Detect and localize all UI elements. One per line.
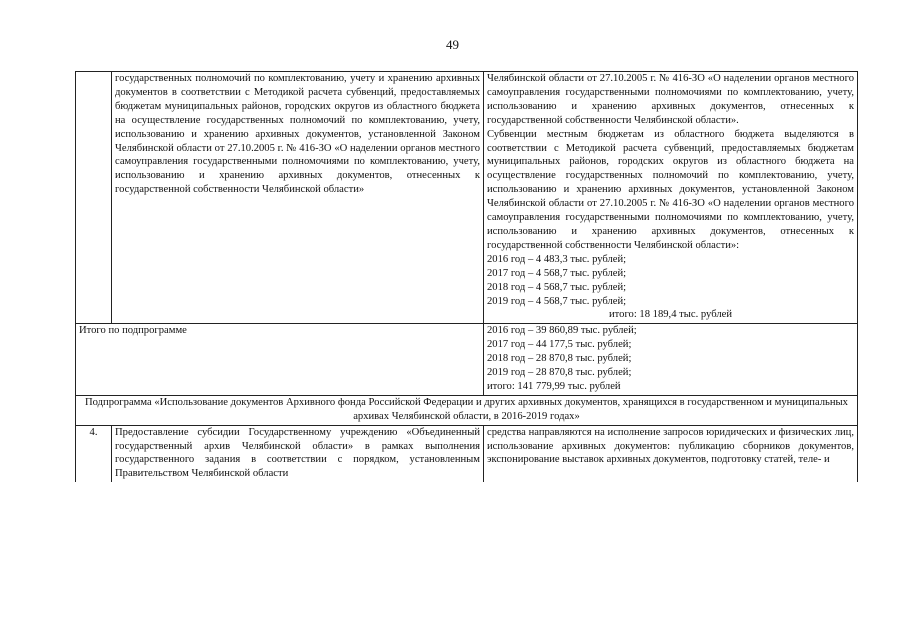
amount-line: 2018 год – 28 870,8 тыс. рублей; <box>487 353 632 365</box>
subtotal-amounts <box>484 324 858 396</box>
justification-paragraph: Субвенции местным бюджетам из областного бюджета выделяются в соответствии с Методикой расчета субвенций, предоставляемых бюджетам муниципальных районов, городских округов из областного бюджета на осуществление государственных полномочий по комплектованию, учету, использованию и хранению архивных документов, установленной Законом Челябинской области от 27.10.2005 г. № 416-ЗО «О наделении органов местного самоуправления государственными полномочиями по комплектованию, учету, использованию и хранению архивных документов, отнесенных к государственной собственности Челябинской области»: <box>487 128 854 251</box>
amount-line: 2018 год – 4 568,7 тыс. рублей; <box>487 281 627 293</box>
amount-total: итого: 141 779,99 тыс. рублей <box>487 380 621 392</box>
amount-total: итого: 18 189,4 тыс. рублей <box>609 309 732 321</box>
table-row <box>76 324 858 396</box>
table-row <box>76 425 858 482</box>
measure-justification <box>484 72 858 324</box>
subtotal-label: Итого по подпрограмме <box>76 324 484 396</box>
measure-description: Предоставление субсидии Государственному учреждению «Объединенный государственный архив Челябинской области» в рамках выполнения государственного задания в соответствии с порядком, установленным Правительством Челябинской области <box>112 425 484 482</box>
justification-paragraph: Челябинской области от 27.10.2005 г. № 416-ЗО «О наделении органов местного самоуправления государственными полномочиями по комплектованию, учету, использованию и хранению архивных документов, отнесенных к государственной собственности Челябинской области». <box>487 73 854 126</box>
table-row <box>76 72 858 324</box>
amount-line: 2019 год – 28 870,8 тыс. рублей; <box>487 367 632 379</box>
table-row <box>76 395 858 425</box>
measure-description: государственных полномочий по комплектованию, учету и хранению архивных документов в соответствии с Методикой расчета субвенций, предоставляемых бюджетам муниципальных районов, городских округов из областного бюджета на осуществление государственных полномочий по комплектованию, учету, использованию и хранению архивных документов, установленной Законом Челябинской области от 27.10.2005 г. № 416-ЗО «О наделении органов местного самоуправления государственными полномочиями по комплектованию, учету, использованию и хранению архивных документов, отнесенных к государственной собственности Челябинской области» <box>112 72 484 324</box>
amount-line: 2017 год – 44 177,5 тыс. рублей; <box>487 339 632 351</box>
page-number: 49 <box>446 37 459 52</box>
subprogram-title: Подпрограмма «Использование документов Архивного фонда Российской Федерации и других архивных документов, хранящихся в государственном и муниципальных архивах Челябинской области, в 2016-2019 годах» <box>76 395 858 425</box>
measure-justification: средства направляются на исполнение запросов юридических и физических лиц, использование архивных документов: публикацию сборников документов, экспонирование выставок архивных документов, подготовку статей, теле- и <box>484 425 858 482</box>
amount-line: 2019 год – 4 568,7 тыс. рублей; <box>487 295 627 307</box>
row-number: 4. <box>76 425 112 482</box>
amount-line: 2016 год – 39 860,89 тыс. рублей; <box>487 325 637 337</box>
row-number-cell <box>76 72 112 324</box>
program-table <box>75 71 858 482</box>
amount-line: 2017 год – 4 568,7 тыс. рублей; <box>487 267 627 279</box>
amount-line: 2016 год – 4 483,3 тыс. рублей; <box>487 253 627 265</box>
